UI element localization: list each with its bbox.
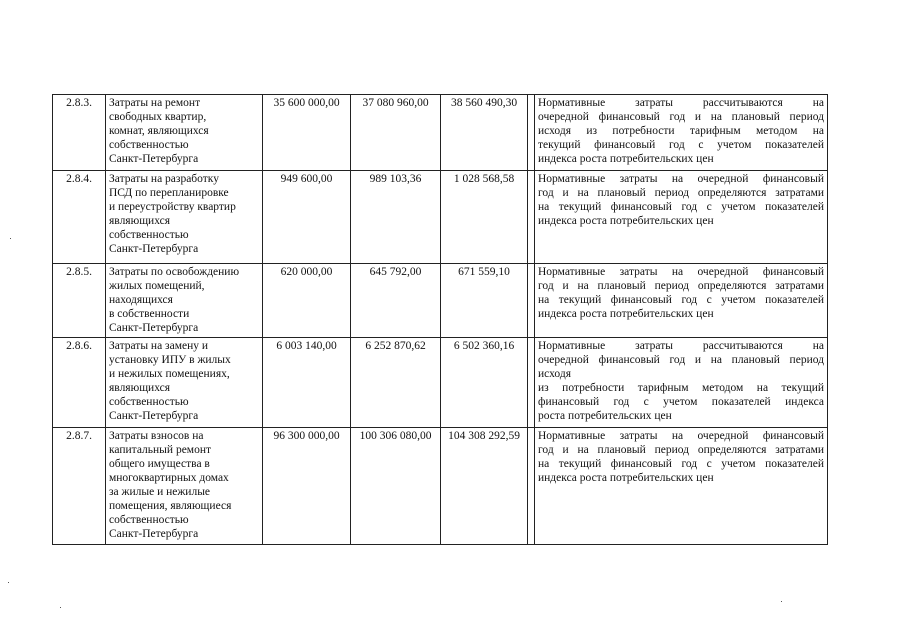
amount-year-1-cell: 949 600,00: [263, 171, 351, 264]
spacer-cell: [528, 264, 535, 338]
item-name-cell: Затраты на замену и установку ИПУ в жилых и нежилых помещениях, являющихся собственностью Санкт-Петербурга: [106, 338, 263, 428]
amount-year-3-cell: 6 502 360,16: [441, 338, 528, 428]
table-row: [53, 95, 828, 171]
note-line: Нормативные затраты рассчитываются на: [538, 97, 824, 109]
table-row: [53, 171, 828, 264]
table-row: [53, 338, 828, 428]
note-line: Нормативные затраты рассчитываются на: [538, 340, 824, 352]
note-line: Нормативные затраты на очередной финансовый: [538, 430, 824, 442]
item-number-cell: 2.8.6.: [53, 338, 106, 428]
note-line: год и на плановый период определяются затратами: [538, 280, 824, 292]
scan-speck: [60, 607, 61, 608]
note-line: на текущий финансовый год с учетом показателей: [538, 294, 824, 306]
note-line: исходя из потребности тарифным методом на: [538, 125, 824, 137]
note-line: Нормативные затраты на очередной финансовый: [538, 266, 824, 278]
item-name-cell: Затраты взносов на капитальный ремонт общего имущества в многоквартирных домах за жилые и нежилые помещения, являющиеся собственностью Санкт-Петербурга: [106, 428, 263, 545]
item-name-cell: Затраты на ремонт свободных квартир, комнат, являющихся собственностью Санкт-Петербурга: [106, 95, 263, 171]
item-number-cell: 2.8.3.: [53, 95, 106, 171]
calculation-note-cell: [535, 264, 828, 338]
note-line: из потребности тарифным методом на текущий: [538, 382, 824, 394]
amount-year-1-cell: 620 000,00: [263, 264, 351, 338]
amount-year-3-cell: 38 560 490,30: [441, 95, 528, 171]
note-line: год и на плановый период определяются затратами: [538, 187, 824, 199]
item-number-cell: 2.8.5.: [53, 264, 106, 338]
scan-speck: [781, 601, 782, 602]
amount-year-1-cell: 35 600 000,00: [263, 95, 351, 171]
amount-year-3-cell: 671 559,10: [441, 264, 528, 338]
amount-year-1-cell: 6 003 140,00: [263, 338, 351, 428]
amount-year-2-cell: 6 252 870,62: [351, 338, 441, 428]
item-name-cell: Затраты на разработку ПСД по перепланировке и переустройству квартир являющихся собственностью Санкт-Петербурга: [106, 171, 263, 264]
amount-year-1-cell: 96 300 000,00: [263, 428, 351, 545]
calculation-note-cell: [535, 171, 828, 264]
note-line: текущий финансовый год с учетом показателей: [538, 139, 824, 151]
table-row: [53, 264, 828, 338]
spacer-cell: [528, 95, 535, 171]
scan-speck: [8, 582, 9, 583]
calculation-note-cell: [535, 428, 828, 545]
item-name-cell: Затраты по освобождению жилых помещений, находящихся в собственности Санкт-Петербурга: [106, 264, 263, 338]
amount-year-3-cell: 104 308 292,59: [441, 428, 528, 545]
table-row: [53, 428, 828, 545]
note-line: роста потребительских цен: [538, 410, 672, 422]
cost-table: [52, 94, 828, 545]
note-line: исходя: [538, 368, 571, 380]
note-line: на текущий финансовый год с учетом показателей: [538, 201, 824, 213]
spacer-cell: [528, 428, 535, 545]
note-line: очередной финансовый год и на плановый период: [538, 111, 824, 123]
item-number-cell: 2.8.4.: [53, 171, 106, 264]
calculation-note-cell: [535, 338, 828, 428]
spacer-cell: [528, 171, 535, 264]
note-line: на текущий финансовый год с учетом показателей: [538, 458, 824, 470]
item-number-cell: 2.8.7.: [53, 428, 106, 545]
note-line: год и на плановый период определяются затратами: [538, 444, 824, 456]
amount-year-2-cell: 989 103,36: [351, 171, 441, 264]
note-line: индекса роста потребительских цен: [538, 308, 714, 320]
spacer-cell: [528, 338, 535, 428]
amount-year-3-cell: 1 028 568,58: [441, 171, 528, 264]
note-line: индекса роста потребительских цен: [538, 472, 714, 484]
note-line: индекса роста потребительских цен: [538, 153, 714, 165]
note-line: Нормативные затраты на очередной финансовый: [538, 173, 824, 185]
amount-year-2-cell: 37 080 960,00: [351, 95, 441, 171]
amount-year-2-cell: 645 792,00: [351, 264, 441, 338]
note-line: индекса роста потребительских цен: [538, 215, 714, 227]
note-line: очередной финансовый год и на плановый период: [538, 354, 824, 366]
note-line: финансовый год с учетом показателей индекса: [538, 396, 824, 408]
scan-speck: [10, 238, 11, 239]
amount-year-2-cell: 100 306 080,00: [351, 428, 441, 545]
calculation-note-cell: [535, 95, 828, 171]
